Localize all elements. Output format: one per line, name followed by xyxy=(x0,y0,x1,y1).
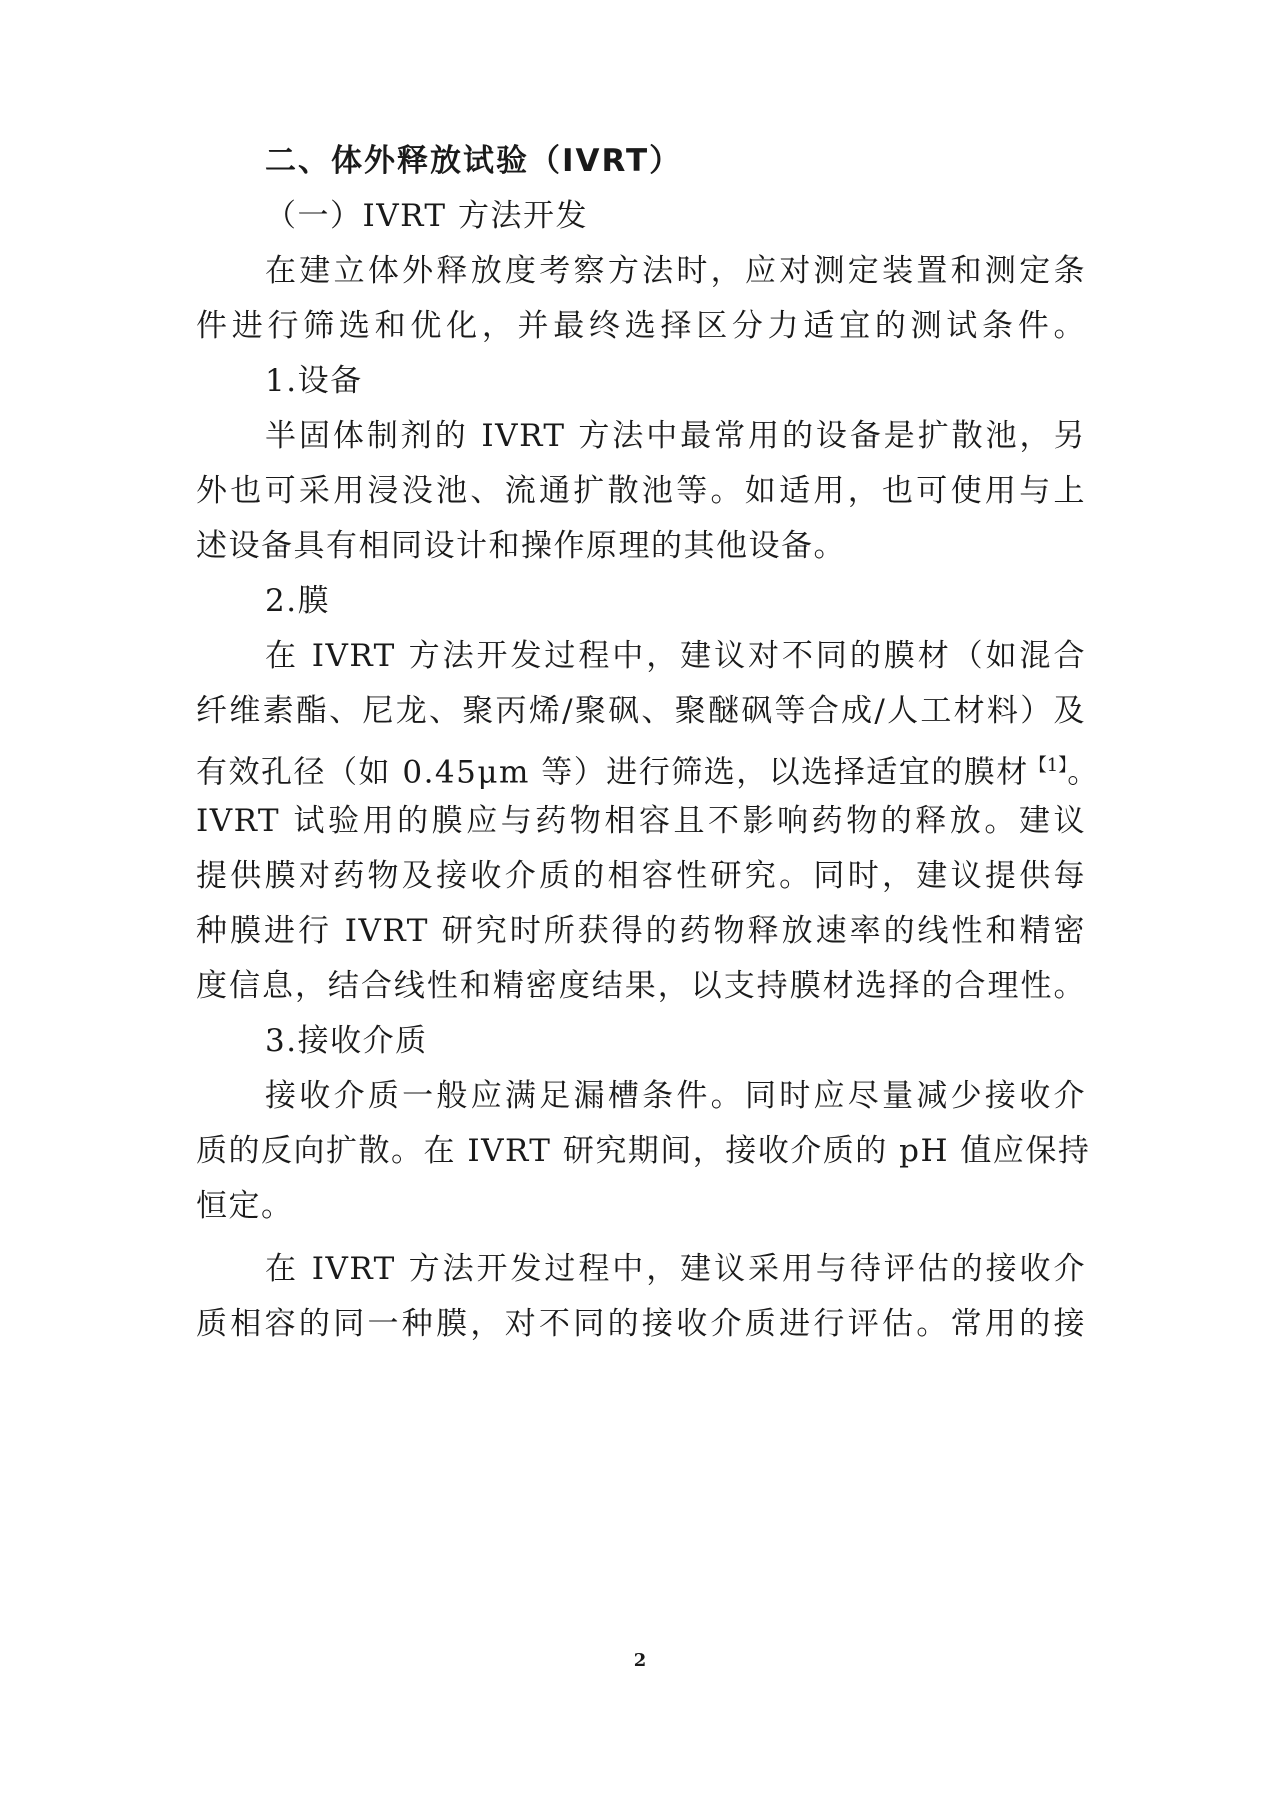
item1-title: 1.设备 xyxy=(265,363,363,399)
section-heading: 二、体外释放试验（IVRT） xyxy=(265,143,683,179)
item3-line-1: 接收介质一般应满足漏槽条件。同时应尽量减少接收介 xyxy=(265,1078,1086,1114)
item3-title: 3.接收介质 xyxy=(265,1023,428,1059)
item2-title: 2.膜 xyxy=(265,583,331,619)
item3-line-2: 质的反向扩散。在 IVRT 研究期间，接收介质的 pH 值应保持 xyxy=(196,1133,1091,1169)
item1-line-1: 半固体制剂的 IVRT 方法中最常用的设备是扩散池，另 xyxy=(265,418,1086,454)
item2-line-3 xyxy=(196,746,1100,791)
item2-line-6: 种膜进行 IVRT 研究时所获得的药物释放速率的线性和精密 xyxy=(196,913,1086,949)
item3-line-3: 恒定。 xyxy=(196,1188,294,1224)
item1-line-2: 外也可采用浸没池、流通扩散池等。如适用，也可使用与上 xyxy=(196,473,1086,509)
item3-para2-line-1: 在 IVRT 方法开发过程中，建议采用与待评估的接收介 xyxy=(265,1251,1086,1287)
page-number: 2 xyxy=(633,1650,647,1671)
intro-line-2: 件进行筛选和优化，并最终选择区分力适宜的测试条件。 xyxy=(196,308,1086,344)
intro-line-1: 在建立体外释放度考察方法时，应对测定装置和测定条 xyxy=(265,253,1086,289)
item1-line-3: 述设备具有相同设计和操作原理的其他设备。 xyxy=(196,528,846,564)
item2-line-7: 度信息，结合线性和精密度结果，以支持膜材选择的合理性。 xyxy=(196,968,1086,1004)
subsection-heading: （一）IVRT 方法开发 xyxy=(265,198,588,234)
item2-line-1: 在 IVRT 方法开发过程中，建议对不同的膜材（如混合 xyxy=(265,638,1086,674)
item3-para2-line-2: 质相容的同一种膜，对不同的接收介质进行评估。常用的接 xyxy=(196,1306,1086,1342)
item2-line-5: 提供膜对药物及接收介质的相容性研究。同时，建议提供每 xyxy=(196,858,1086,894)
citation-tail: 。 xyxy=(1067,754,1100,791)
citation-marker: 【1】 xyxy=(1028,755,1068,776)
item2-line-4: IVRT 试验用的膜应与药物相容且不影响药物的释放。建议 xyxy=(196,803,1086,839)
item2-line-2: 纤维素酯、尼龙、聚丙烯/聚砜、聚醚砜等合成/人工材料）及 xyxy=(196,693,1086,729)
item2-line-3-text: 有效孔径（如 0.45μm 等）进行筛选，以选择适宜的膜材 xyxy=(196,754,1029,791)
